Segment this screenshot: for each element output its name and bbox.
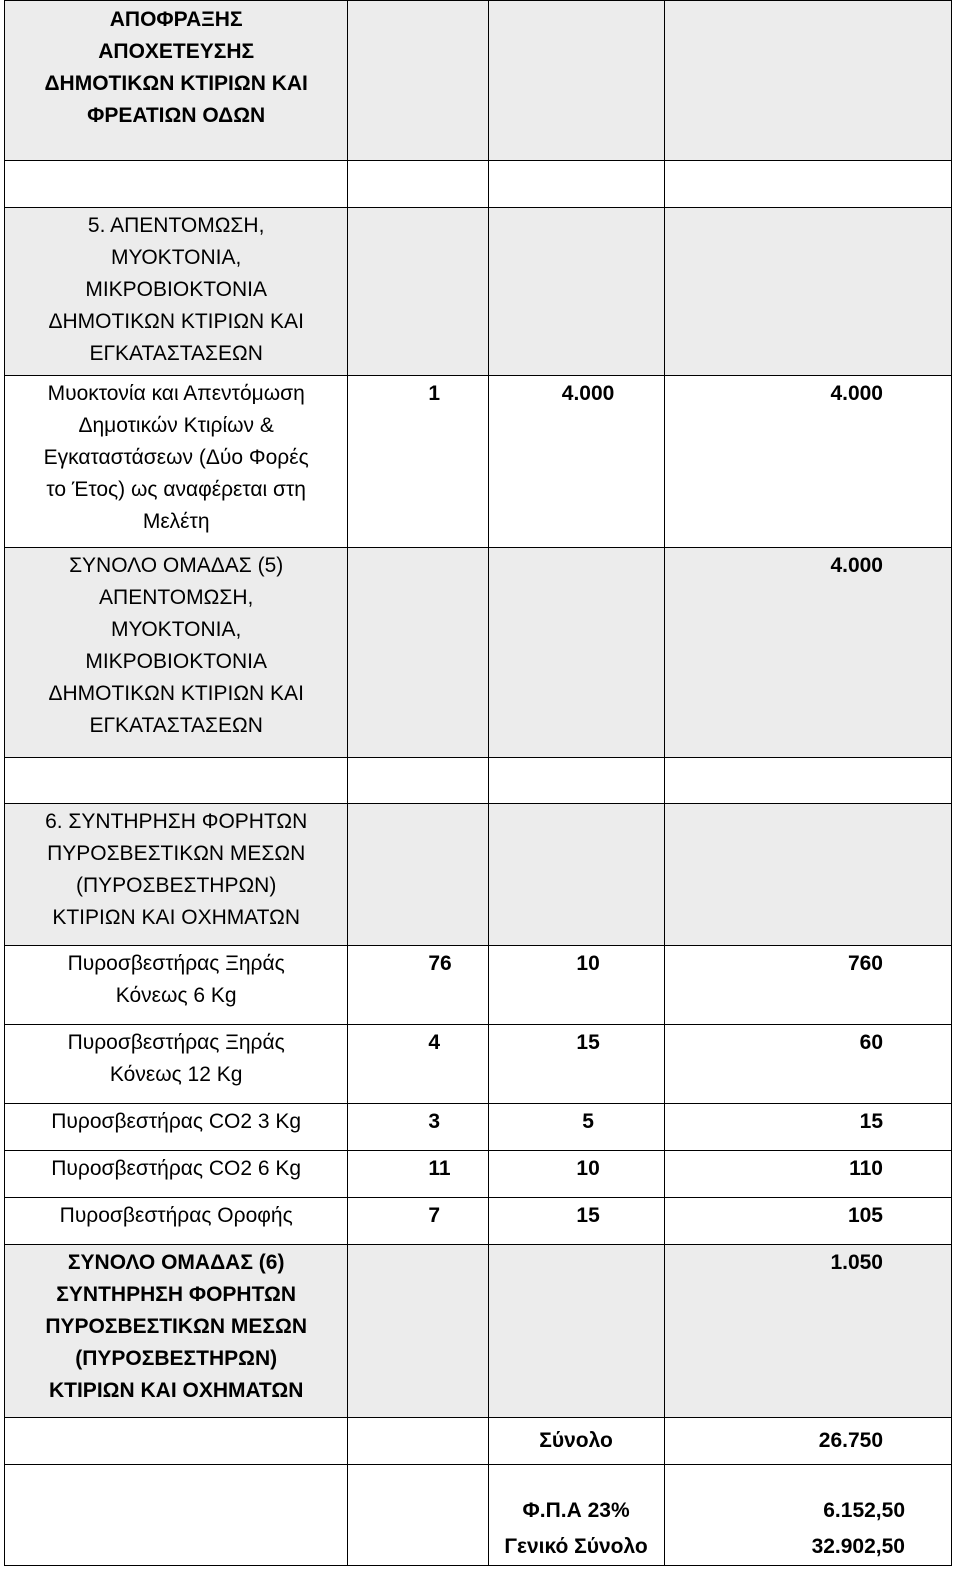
item-total: 110 bbox=[664, 1151, 951, 1198]
subtotal-value: 26.750 bbox=[664, 1418, 951, 1465]
section6-sum-label: ΣΥΝΟΛΟ ΟΜΑΔΑΣ (6) ΣΥΝΤΗΡΗΣΗ ΦΟΡΗΤΩΝ ΠΥΡΟΣΒΕΣΤΙΚΩΝ ΜΕΣΩΝ (ΠΥΡΟΣΒΕΣΤΗΡΩΝ) ΚΤΙΡΙΩΝ ΚΑΙ ΟΧΗΜΑΤΩΝ bbox=[5, 1245, 348, 1418]
item-quantity: 4 bbox=[348, 1025, 488, 1104]
section4-tail-row bbox=[5, 1, 952, 161]
vat-value: 6.152,50 bbox=[823, 1499, 905, 1522]
item-quantity: 11 bbox=[348, 1151, 488, 1198]
section6-spacer-row bbox=[5, 758, 952, 804]
subtotal-label: Σύνολο bbox=[488, 1418, 664, 1465]
section5-title-row bbox=[5, 208, 952, 376]
item-description: Μυοκτονία και Απεντόμωση Δημοτικών Κτιρίων & Εγκαταστάσεων (Δύο Φορές το Έτος) ως αναφέρεται στη Μελέτη bbox=[5, 376, 348, 548]
section5-sum-label: ΣΥΝΟΛΟ ΟΜΑΔΑΣ (5) ΑΠΕΝΤΟΜΩΣΗ, ΜΥΟΚΤΟΝΙΑ, ΜΙΚΡΟΒΙΟΚΤΟΝΙΑ ΔΗΜΟΤΙΚΩΝ ΚΤΙΡΙΩΝ ΚΑΙ ΕΓΚΑΤΑΣΤΑΣΕΩΝ bbox=[5, 548, 348, 758]
section5-sum-total: 4.000 bbox=[664, 548, 951, 758]
vat-label: Φ.Π.Α 23% bbox=[522, 1499, 630, 1522]
item-description: Πυροσβεστήρας Οροφής bbox=[5, 1198, 348, 1245]
item-unit-price: 4.000 bbox=[488, 376, 664, 548]
budget-table-wrapper bbox=[4, 0, 952, 1566]
table-row bbox=[5, 946, 952, 1025]
section5-title: 5. ΑΠΕΝΤΟΜΩΣΗ, ΜΥΟΚΤΟΝΙΑ, ΜΙΚΡΟΒΙΟΚΤΟΝΙΑ ΔΗΜΟΤΙΚΩΝ ΚΤΙΡΙΩΝ ΚΑΙ ΕΓΚΑΤΑΣΤΑΣΕΩΝ bbox=[5, 208, 348, 376]
item-unit-price: 15 bbox=[488, 1198, 664, 1245]
item-total: 4.000 bbox=[664, 376, 951, 548]
section6-title-row bbox=[5, 804, 952, 946]
section6-title: 6. ΣΥΝΤΗΡΗΣΗ ΦΟΡΗΤΩΝ ΠΥΡΟΣΒΕΣΤΙΚΩΝ ΜΕΣΩΝ (ΠΥΡΟΣΒΕΣΤΗΡΩΝ) ΚΤΙΡΙΩΝ ΚΑΙ ΟΧΗΜΑΤΩΝ bbox=[5, 804, 348, 946]
item-description: Πυροσβεστήρας Ξηράς Κόνεως 12 Kg bbox=[5, 1025, 348, 1104]
table-row bbox=[5, 1025, 952, 1104]
table-row bbox=[5, 376, 952, 548]
item-quantity: 76 bbox=[348, 946, 488, 1025]
item-quantity: 7 bbox=[348, 1198, 488, 1245]
section6-sum-total: 1.050 bbox=[664, 1245, 951, 1418]
item-total: 105 bbox=[664, 1198, 951, 1245]
grand-total-value: 32.902,50 bbox=[811, 1535, 905, 1558]
section5-sum-row bbox=[5, 548, 952, 758]
final-totals-row bbox=[5, 1465, 952, 1566]
item-total: 60 bbox=[664, 1025, 951, 1104]
item-description: Πυροσβεστήρας Ξηράς Κόνεως 6 Kg bbox=[5, 946, 348, 1025]
item-unit-price: 10 bbox=[488, 946, 664, 1025]
section5-spacer-row bbox=[5, 161, 952, 208]
table-row bbox=[5, 1104, 952, 1151]
final-labels-cell bbox=[488, 1465, 664, 1566]
table-row bbox=[5, 1151, 952, 1198]
item-unit-price: 10 bbox=[488, 1151, 664, 1198]
item-quantity: 3 bbox=[348, 1104, 488, 1151]
section4-tail-title: ΑΠΟΦΡΑΞΗΣ ΑΠΟΧΕΤΕΥΣΗΣ ΔΗΜΟΤΙΚΩΝ ΚΤΙΡΙΩΝ ΚΑΙ ΦΡΕΑΤΙΩΝ ΟΔΩΝ bbox=[5, 1, 348, 161]
item-total: 760 bbox=[664, 946, 951, 1025]
item-description: Πυροσβεστήρας CO2 6 Kg bbox=[5, 1151, 348, 1198]
final-values-cell bbox=[664, 1465, 951, 1566]
item-total: 15 bbox=[664, 1104, 951, 1151]
budget-table bbox=[4, 0, 952, 1566]
subtotal-row bbox=[5, 1418, 952, 1465]
item-quantity: 1 bbox=[348, 376, 488, 548]
table-row bbox=[5, 1198, 952, 1245]
grand-total-label: Γενικό Σύνολο bbox=[504, 1535, 648, 1558]
section6-sum-row bbox=[5, 1245, 952, 1418]
item-description: Πυροσβεστήρας CO2 3 Kg bbox=[5, 1104, 348, 1151]
item-unit-price: 5 bbox=[488, 1104, 664, 1151]
item-unit-price: 15 bbox=[488, 1025, 664, 1104]
